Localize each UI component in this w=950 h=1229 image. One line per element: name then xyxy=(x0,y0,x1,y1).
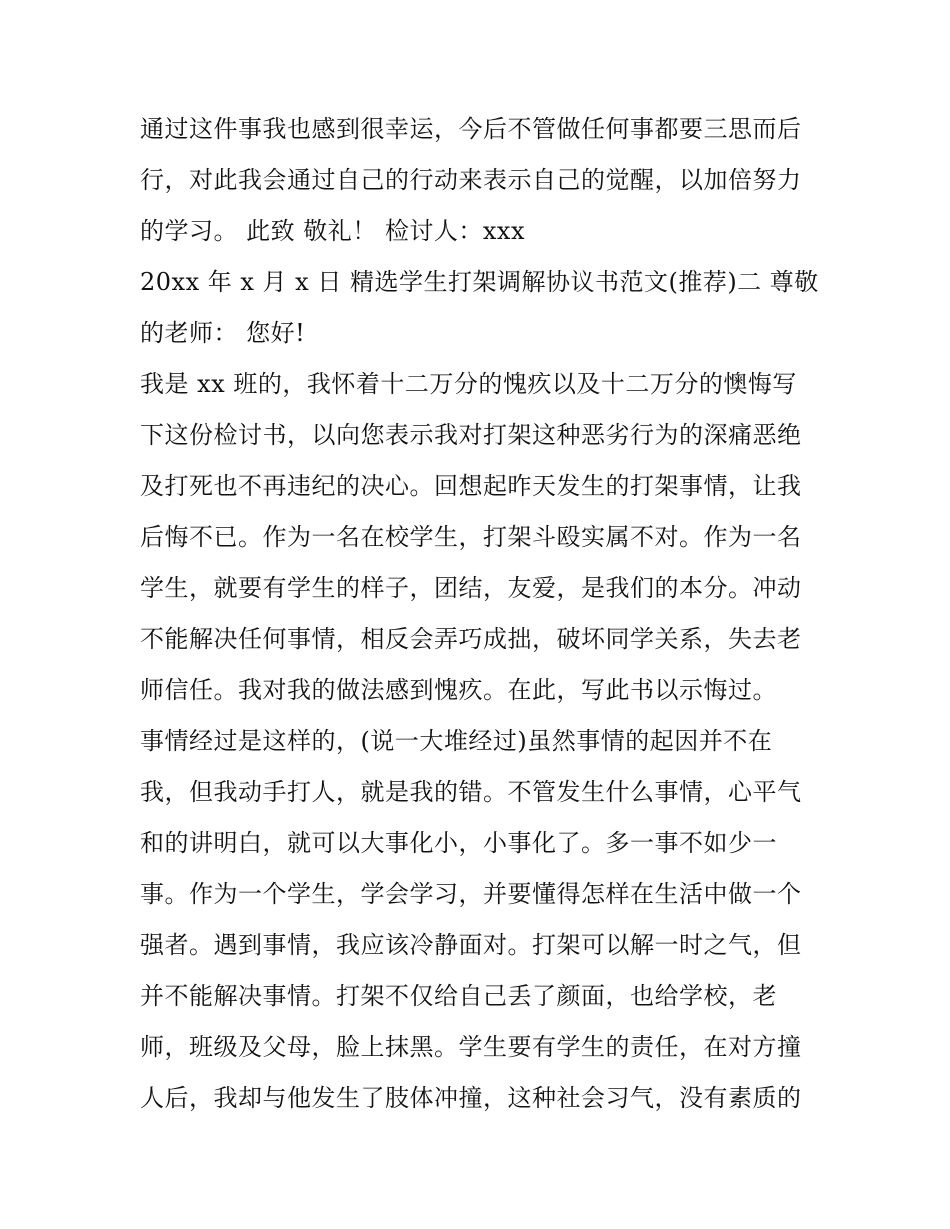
text-line: 我，但我动手打人，就是我的错。不管发生什么事情，心平气 xyxy=(140,778,802,806)
text-line: 事。作为一个学生，学会学习，并要懂得怎样在生活中做一个 xyxy=(140,880,802,908)
text-line: 强者。遇到事情，我应该冷静面对。打架可以解一时之气，但 xyxy=(140,931,802,959)
text-line: 不能解决任何事情，相反会弄巧成拙，破坏同学关系，失去老 xyxy=(140,625,802,653)
text-line: 20xx 年 x 月 x 日 精选学生打架调解协议书范文(推荐)二 尊敬 xyxy=(140,268,819,296)
text-line: 行，对此我会通过自己的行动来表示自己的觉醒，以加倍努力 xyxy=(140,166,802,194)
text-line: 事情经过是这样的，(说一大堆经过)虽然事情的起因并不在 xyxy=(140,727,773,755)
text-line: 我是 xx 班的，我怀着十二万分的愧疚以及十二万分的懊悔写 xyxy=(140,370,797,398)
text-line: 后悔不已。作为一名在校学生，打架斗殴实属不对。作为一名 xyxy=(140,523,802,551)
text-line: 的老师： 您好! xyxy=(140,319,306,347)
text-line: 下这份检讨书，以向您表示我对打架这种恶劣行为的深痛恶绝 xyxy=(140,421,802,449)
text-line: 并不能解决事情。打架不仅给自己丢了颜面，也给学校，老 xyxy=(140,982,777,1010)
text-line: 和的讲明白，就可以大事化小，小事化了。多一事不如少一 xyxy=(140,829,777,857)
text-line: 及打死也不再违纪的决心。回想起昨天发生的打架事情，让我 xyxy=(140,472,802,500)
text-line: 师信任。我对我的做法感到愧疚。在此，写此书以示悔过。 xyxy=(140,676,777,704)
text-line: 学生，就要有学生的样子，团结，友爱，是我们的本分。冲动 xyxy=(140,574,802,602)
text-line: 通过这件事我也感到很幸运，今后不管做任何事都要三思而后 xyxy=(140,115,802,143)
text-line: 人后，我却与他发生了肢体冲撞，这种社会习气，没有素质的 xyxy=(140,1084,802,1112)
text-line: 的学习。 此致 敬礼！ 检讨人：xxx xyxy=(140,217,525,245)
text-line: 师，班级及父母，脸上抹黑。学生要有学生的责任，在对方撞 xyxy=(140,1033,802,1061)
